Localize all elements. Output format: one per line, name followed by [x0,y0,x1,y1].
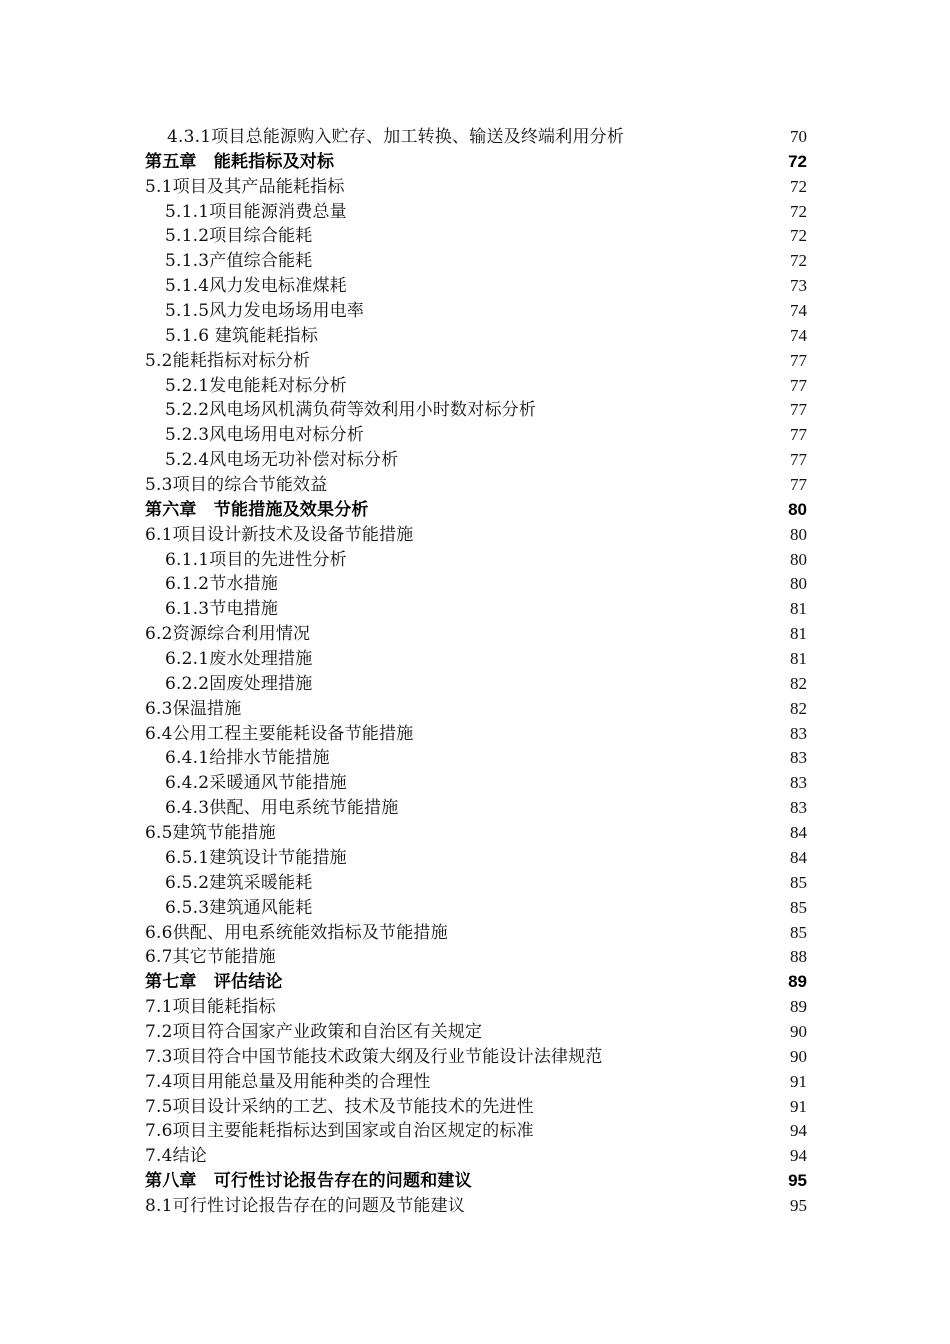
toc-entry-title: 6.2.2固废处理措施 [165,673,313,694]
toc-entry-page-number: 89 [788,972,807,992]
toc-entry[interactable] [145,324,807,349]
toc-entry-page-number: 90 [790,1046,807,1066]
toc-entry[interactable] [145,1194,807,1219]
toc-entry-title: 7.6项目主要能耗指标达到国家或自治区规定的标准 [145,1121,534,1142]
toc-entry-page-number: 82 [790,673,807,693]
toc-entry-title: 7.4项目用能总量及用能种类的合理性 [145,1071,431,1092]
toc-entry-title: 5.2.3风电场用电对标分析 [165,425,365,446]
toc-entry-page-number: 83 [790,723,807,743]
toc-chapter-entry[interactable] [145,150,807,175]
toc-entry-title: 5.2能耗指标对标分析 [145,350,311,371]
toc-entry-title: 第六章 节能措施及效果分析 [145,499,369,520]
toc-entry-page-number: 77 [790,375,807,395]
toc-entry-page-number: 82 [790,698,807,718]
toc-entry[interactable] [145,1020,807,1045]
toc-entry[interactable] [145,548,807,573]
toc-entry[interactable] [145,572,807,597]
toc-entry-page-number: 94 [790,1121,807,1141]
toc-entry[interactable] [145,1045,807,1070]
toc-entry-title: 6.5.1建筑设计节能措施 [165,847,347,868]
toc-entry-title: 6.2资源综合利用情况 [145,624,311,645]
toc-entry[interactable] [145,1144,807,1169]
toc-entry[interactable] [145,672,807,697]
toc-entry[interactable] [145,597,807,622]
toc-entry-page-number: 84 [790,847,807,867]
toc-entry-page-number: 89 [790,997,807,1017]
toc-entry-page-number: 72 [788,151,807,171]
toc-entry-title: 8.1可行性讨论报告存在的问题及节能建议 [145,1195,466,1216]
toc-entry-title: 6.7其它节能措施 [145,947,276,968]
toc-entry[interactable] [145,1119,807,1144]
toc-entry-page-number: 83 [790,798,807,818]
toc-entry-page-number: 80 [788,499,807,519]
toc-entry[interactable] [145,871,807,896]
toc-entry-title: 5.1.4风力发电标准煤耗 [165,276,347,297]
toc-entry-page-number: 77 [790,400,807,420]
toc-entry-page-number: 95 [788,1171,807,1191]
toc-entry-page-number: 77 [790,350,807,370]
toc-entry[interactable] [145,423,807,448]
toc-entry[interactable] [145,398,807,423]
toc-entry-page-number: 95 [790,1195,807,1215]
toc-entry-page-number: 90 [790,1021,807,1041]
toc-entry-page-number: 80 [790,549,807,569]
toc-entry[interactable] [145,821,807,846]
toc-entry[interactable] [145,796,807,821]
toc-entry-page-number: 77 [790,425,807,445]
toc-entry[interactable] [145,274,807,299]
toc-entry-page-number: 72 [790,201,807,221]
toc-entry-page-number: 88 [790,947,807,967]
toc-chapter-entry[interactable] [145,970,807,995]
toc-entry-title: 6.6供配、用电系统能效指标及节能措施 [145,922,448,943]
toc-entry-page-number: 80 [790,524,807,544]
toc-entry[interactable] [145,896,807,921]
toc-entry[interactable] [145,175,807,200]
toc-entry-page-number: 91 [790,1071,807,1091]
toc-entry[interactable] [145,299,807,324]
toc-entry-title: 4.3.1项目总能源购入贮存、加工转换、输送及终端利用分析 [167,127,625,147]
toc-entry[interactable] [145,647,807,672]
toc-entry[interactable] [145,995,807,1020]
toc-entry[interactable] [145,746,807,771]
toc-entry-title: 5.2.4风电场无功补偿对标分析 [165,450,399,471]
toc-entry-page-number: 70 [790,127,807,146]
toc-entry-title: 6.4.3供配、用电系统节能措施 [165,798,399,819]
toc-entry-title: 7.3项目符合中国节能技术政策大纲及行业节能设计法律规范 [145,1046,603,1067]
toc-entry-title: 5.1项目及其产品能耗指标 [145,176,345,197]
toc-entry-title: 6.4公用工程主要能耗设备节能措施 [145,723,414,744]
toc-entry-title: 6.1.3节电措施 [165,599,279,620]
toc-entry[interactable] [145,523,807,548]
toc-entry-title: 5.2.1发电能耗对标分析 [165,375,347,396]
toc-entry[interactable] [145,771,807,796]
toc-entry-page-number: 85 [790,872,807,892]
toc-entry-title: 5.3项目的综合节能效益 [145,475,328,496]
toc-entry-page-number: 72 [790,226,807,246]
toc-entry[interactable] [145,697,807,722]
toc-entry[interactable] [145,448,807,473]
toc-entry-title: 7.1项目能耗指标 [145,997,276,1018]
toc-entry-title: 7.5项目设计采纳的工艺、技术及节能技术的先进性 [145,1096,534,1117]
toc-chapter-entry[interactable] [145,498,807,523]
toc-entry[interactable] [145,349,807,374]
toc-entry-title: 5.1.3产值综合能耗 [165,251,313,272]
toc-entry-page-number: 94 [790,1146,807,1166]
toc-entry[interactable] [145,249,807,274]
toc-entry-title: 7.4结论 [145,1146,208,1167]
toc-entry[interactable] [145,846,807,871]
toc-chapter-entry[interactable] [145,1169,807,1194]
toc-entry-page-number: 91 [790,1096,807,1116]
toc-entry-title: 6.5.3建筑通风能耗 [165,897,313,918]
toc-entry-title: 6.5建筑节能措施 [145,823,276,844]
toc-entry-title: 6.1项目设计新技术及设备节能措施 [145,524,414,545]
toc-entry-title: 6.2.1废水处理措施 [165,649,313,670]
toc-entry-page-number: 77 [790,475,807,495]
toc-entry-page-number: 81 [790,624,807,644]
table-of-contents [145,125,807,1219]
toc-entry-page-number: 80 [790,574,807,594]
toc-entry[interactable] [145,374,807,399]
toc-entry-title: 6.4.2采暖通风节能措施 [165,773,347,794]
toc-entry[interactable] [145,921,807,946]
toc-entry-title: 6.1.1项目的先进性分析 [165,549,347,570]
toc-entry[interactable] [145,224,807,249]
toc-entry[interactable] [145,1070,807,1095]
toc-entry-page-number: 83 [790,773,807,793]
toc-entry[interactable] [145,473,807,498]
toc-entry-page-number: 74 [790,301,807,321]
toc-entry-page-number: 83 [790,748,807,768]
toc-entry-title: 5.1.2项目综合能耗 [165,226,313,247]
toc-entry-title: 第五章 能耗指标及对标 [145,151,335,172]
toc-entry-title: 6.5.2建筑采暖能耗 [165,872,313,893]
toc-entry-title: 5.2.2风电场风机满负荷等效利用小时数对标分析 [165,400,537,421]
toc-entry-title: 5.1.5风力发电场场用电率 [165,301,365,322]
toc-entry-title: 6.3保温措施 [145,698,242,719]
toc-entry-title: 5.1.1项目能源消费总量 [165,201,347,222]
toc-entry[interactable] [145,945,807,970]
toc-entry-title: 7.2项目符合国家产业政策和自治区有关规定 [145,1021,483,1042]
toc-entry-page-number: 81 [790,649,807,669]
toc-entry[interactable] [145,200,807,225]
toc-entry-page-number: 77 [790,450,807,470]
toc-entry-title: 第八章 可行性讨论报告存在的问题和建议 [145,1171,472,1192]
toc-entry-page-number: 72 [790,251,807,271]
toc-entry[interactable] [145,622,807,647]
toc-entry-page-number: 81 [790,599,807,619]
toc-entry-page-number: 72 [790,176,807,196]
toc-entry-page-number: 73 [790,276,807,296]
toc-entry-page-number: 85 [790,922,807,942]
toc-entry-title: 第七章 评估结论 [145,972,283,993]
toc-entry-page-number: 85 [790,897,807,917]
toc-entry-title: 6.4.1给排水节能措施 [165,748,330,769]
toc-entry-page-number: 74 [790,325,807,345]
toc-entry[interactable] [145,1095,807,1120]
toc-entry-title: 5.1.6 建筑能耗指标 [165,325,319,346]
toc-entry-title: 6.1.2节水措施 [165,574,279,595]
toc-entry-page-number: 84 [790,823,807,843]
toc-entry[interactable] [145,722,807,747]
toc-entry[interactable] [145,125,807,150]
